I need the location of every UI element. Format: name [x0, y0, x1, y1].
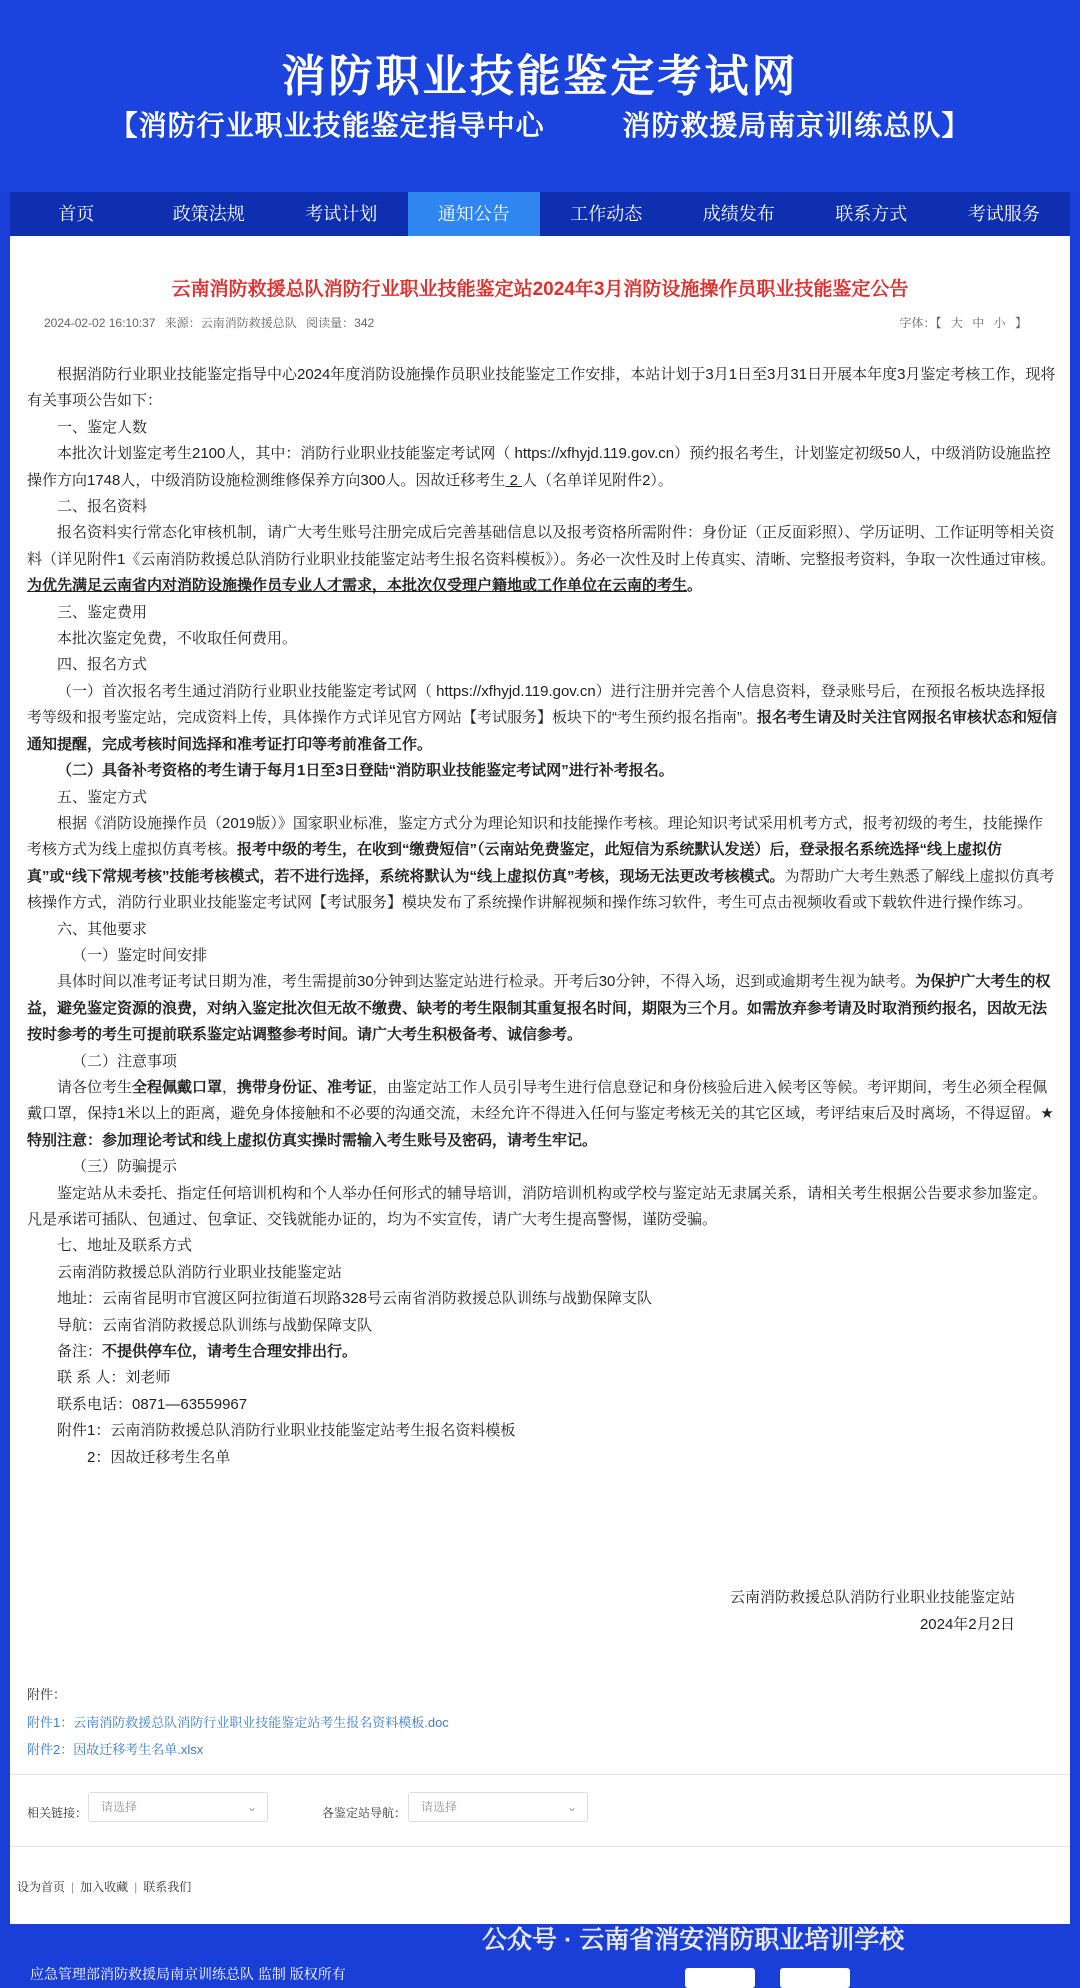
divider	[10, 1774, 1070, 1775]
divider	[10, 1846, 1070, 1847]
qr-badge-icon	[780, 1968, 850, 1988]
subsection-heading: （一）鉴定时间安排	[72, 946, 208, 964]
attachment-link-2[interactable]: 附件2：因故迁移考生名单.xlsx	[27, 1742, 204, 1757]
contact-line: 附件1：云南消防救援总队消防行业职业技能鉴定站考生报名资料模板	[57, 1422, 516, 1440]
contact-us-link[interactable]: 联系我们	[143, 1880, 192, 1894]
paragraph: 请各位考生全程佩戴口罩，携带身份证、准考证，由鉴定站工作人员引导考生进行信息登记和身份核验后进入候考区等候。考评期间，考生必须全程佩戴口罩，保持1米以上的距离，避免身体接触和不必要的沟通交流，未经允许不得进入任何与鉴定考核无关的其它区域，考评结束后及时离场，不得逗留。★特别注意：参加理论考试和线上虚拟仿真实操时需输入考生账号及密码，请考生牢记。	[27, 1078, 1054, 1149]
site-title: 消防职业技能鉴定考试网	[281, 52, 799, 101]
section-heading: 六、其他要求	[57, 920, 148, 938]
footer-copyright: 应急管理部消防救援局南京训练总队 监制 版权所有	[30, 1966, 346, 1982]
paragraph: 本批次鉴定免费，不收取任何费用。	[57, 630, 298, 648]
chevron-down-icon: ⌄	[566, 1800, 577, 1814]
paragraph: 报名资料实行常态化审核机制，请广大考生账号注册完成后完善基础信息以及报考资格所需附件：身份证（正反面彩照）、学历证明、工作证明等相关资料（详见附件1《云南消防救援总队消防行业职业技能鉴定站考生报名资料模板》）。务必一次性及时上传真实、清晰、完整报考资料，争取一次性通过审核。为优先满足云南省内对消防设施操作员专业人才需求，本批次仅受理户籍地或工作单位在云南的考生。	[27, 524, 1056, 595]
article-title: 云南消防救援总队消防行业职业技能鉴定站2024年3月消防设施操作员职业技能鉴定公告	[171, 279, 909, 300]
attachments-label: 附件：	[27, 1687, 67, 1702]
subsection-heading: （三）防骗提示	[72, 1158, 178, 1176]
article-date: 2024-02-02 16:10:37	[44, 316, 156, 330]
article-meta	[44, 314, 380, 331]
qr-badge-icon	[685, 1968, 755, 1988]
contact-line: 联系电话：0871—63559967	[57, 1395, 248, 1413]
paragraph: 鉴定站从未委托、指定任何培训机构和个人举办任何形式的辅导培训，消防培训机构或学校与鉴定站无隶属关系，请相关考生根据公告要求参加鉴定。凡是承诺可插队、包通过、包拿证、交钱就能办证的，均为不实宣传，请广大考生提高警惕，谨防受骗。	[27, 1184, 1048, 1228]
nav-results[interactable]: 成绩发布	[702, 204, 775, 224]
nav-contact[interactable]: 联系方式	[835, 204, 908, 224]
contact-line: 2：因故迁移考生名单	[87, 1448, 231, 1466]
station-nav-label: 各鉴定站导航：	[322, 1806, 407, 1820]
article-source: 来源：云南消防救援总队	[164, 316, 297, 330]
content-panel	[10, 236, 1070, 1924]
related-links-select[interactable]: 请选择 ⌄	[88, 1792, 268, 1822]
font-size-end: 】	[1014, 316, 1027, 330]
section-heading: 一、鉴定人数	[57, 418, 148, 436]
section-heading: 七、地址及联系方式	[57, 1237, 193, 1255]
contact-line: 导航：云南省消防救援总队训练与战勤保障支队	[57, 1316, 373, 1334]
site-subtitle: 【消防行业职业技能鉴定指导中心 消防救援局南京训练总队】	[109, 110, 971, 141]
paragraph: 本批次计划鉴定考生2100人，其中：消防行业职业技能鉴定考试网（ https://xfhyjd.119.gov.cn）预约报名考生，计划鉴定初级50人，中级消防设施监控操作方向1748人，中级消防设施检测维修保养方向300人。因故迁移考生 2 人（名单详见附件2）。	[27, 445, 1051, 489]
contact-line: 备注：不提供停车位，请考生合理安排出行。	[57, 1343, 358, 1361]
font-size-control	[897, 314, 1030, 331]
site-header	[0, 0, 1080, 192]
subsection-heading: （二）注意事项	[72, 1052, 178, 1070]
wechat-watermark: 公众号 · 云南省消安消防职业培训学校	[482, 1926, 905, 1954]
font-size-medium[interactable]: 中	[972, 316, 985, 330]
related-links-label: 相关链接：	[27, 1806, 88, 1820]
article-views: 阅读量：342	[306, 316, 375, 330]
signature-date: 2024年2月2日	[919, 1616, 1015, 1633]
article-body	[27, 362, 1057, 1471]
font-size-label: 字体：【	[899, 316, 942, 330]
paragraph: 根据《消防设施操作员（2019版）》国家职业标准，鉴定方式分为理论知识和技能操作考核。理论知识考试采用机考方式，报考初级的考生，技能操作考核方式为线上虚拟仿真考核。报考中级的考生，在收到“缴费短信”（云南站免费鉴定，此短信为系统默认发送）后，登录报名系统选择“线上虚拟仿真”或“线下常规考核”技能考核模式，若不进行选择，系统将默认为“线上虚拟仿真”考核，现场无法更改考核模式。为帮助广大考生熟悉了解线上虚拟仿真考核操作方式，消防行业职业技能鉴定考试网【考试服务】模块发布了系统操作讲解视频和操作练习软件，考生可点击视频收看或下载软件进行操作练习。	[27, 814, 1055, 912]
signature-org: 云南消防救援总队消防行业职业技能鉴定站	[729, 1589, 1015, 1606]
font-size-small[interactable]: 小	[993, 316, 1006, 330]
nav-policy[interactable]: 政策法规	[172, 204, 245, 224]
nav-news[interactable]: 工作动态	[570, 204, 643, 224]
contact-line: 地址：云南省昆明市官渡区阿拉街道石坝路328号云南省消防救援总队训练与战勤保障支队	[57, 1290, 653, 1308]
nav-home[interactable]: 首页	[58, 204, 95, 224]
attachment-link-1[interactable]: 附件1：云南消防救援总队消防行业职业技能鉴定站考生报名资料模板.doc	[27, 1715, 449, 1730]
contact-line: 联 系 人：刘老师	[57, 1369, 171, 1387]
section-heading: 三、鉴定费用	[57, 603, 148, 621]
font-size-large[interactable]: 大	[950, 316, 963, 330]
paragraph: 根据消防行业职业技能鉴定指导中心2024年度消防设施操作员职业技能鉴定工作安排，本站计划于3月1日至3月31日开展本年度3月鉴定考核工作，现将有关事项公告如下：	[27, 366, 1056, 410]
paragraph: （一）首次报名考生通过消防行业职业技能鉴定考试网（ https://xfhyjd.119.gov.cn）进行注册并完善个人信息资料，登录账号后，在预报名板块选择报考等级和报考鉴定站，完成资料上传，具体操作方式详见官方网站【考试服务】板块下的“考生预约报名指南”。报名考生请及时关注官网报名审核状态和短信通知提醒，完成考核时间选择和准考证打印等考前准备工作。	[27, 682, 1058, 753]
chevron-down-icon: ⌄	[246, 1800, 257, 1814]
section-heading: 四、报名方式	[57, 656, 148, 674]
footer-links: 设为首页 | 加入收藏 | 联系我们	[17, 1880, 192, 1894]
add-favorite-link[interactable]: 加入收藏	[80, 1880, 129, 1894]
contact-line: 云南消防救援总队消防行业职业技能鉴定站	[57, 1263, 343, 1281]
nav-exam-plan[interactable]: 考试计划	[305, 204, 378, 224]
section-heading: 二、报名资料	[57, 498, 148, 516]
paragraph: （二）具备补考资格的考生请于每月1日至3日登陆“消防职业技能鉴定考试网”进行补考报名。	[57, 762, 674, 780]
set-homepage-link[interactable]: 设为首页	[17, 1880, 66, 1894]
section-heading: 五、鉴定方式	[57, 788, 148, 806]
paragraph: 具体时间以准考证考试日期为准，考生需提前30分钟到达鉴定站进行检录。开考后30分钟，不得入场，迟到或逾期考生视为缺考。为保护广大考生的权益，避免鉴定资源的浪费，对纳入鉴定批次但无故不缴费、缺考的考生限制其重复报名时间，期限为三个月。如需放弃参考请及时取消预约报名，因故无法按时参考的考生可提前联系鉴定站调整参考时间。请广大考生积极备考、诚信参考。	[27, 973, 1051, 1044]
station-nav-select[interactable]: 请选择 ⌄	[408, 1792, 588, 1822]
nav-exam-service[interactable]: 考试服务	[967, 204, 1040, 224]
main-nav	[10, 192, 1070, 236]
nav-notices[interactable]: 通知公告	[408, 192, 541, 236]
